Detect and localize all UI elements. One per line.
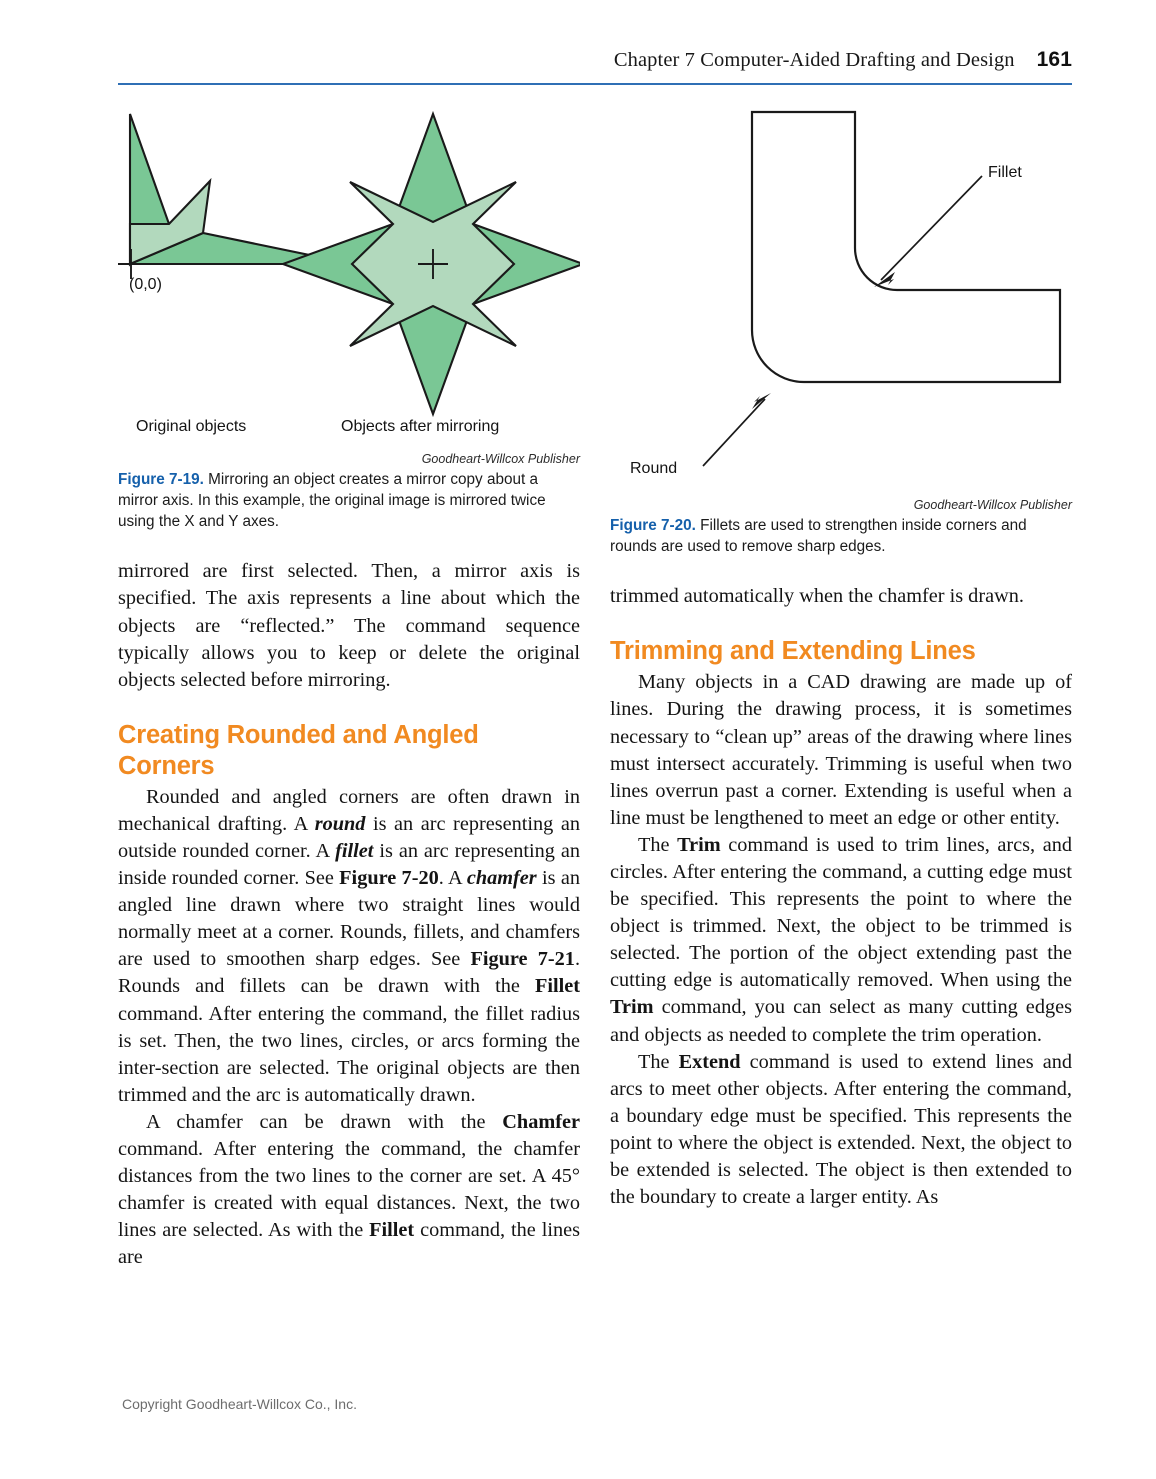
l-bracket-outline (752, 112, 1060, 382)
heading-trimming-and-extending-lines: Trimming and Extending Lines (610, 637, 976, 666)
page-number: 161 (1036, 48, 1072, 71)
figure-7-20-credit: Goodheart-Willcox Publisher (913, 498, 1072, 512)
lp2-cmd-fillet: Fillet (369, 1219, 415, 1242)
figure-7-20-caption (610, 515, 1072, 557)
lp2-s3: command, the lines are (118, 1219, 581, 1269)
fillet-leader (881, 176, 982, 280)
left-column (118, 96, 580, 1271)
rp3-s2: command is used to extend lines and arcs to meet other objects. After entering the command, a boundary edge must be specified. This represents the point to where the object is extended. Next, the object to be extended is selected. The object is then extended to the boundary to create a larger entity. As (610, 1050, 1072, 1209)
copyright-footer: Copyright Goodheart-Willcox Co., Inc. (122, 1396, 357, 1412)
round-label: Round (630, 460, 678, 477)
right-paragraph-continued: trimmed automatically when the chamfer is drawn. (610, 585, 1024, 608)
header-rule (118, 83, 1072, 85)
lp1-ref-figure-7-21: Figure 7-21 (470, 948, 575, 971)
figure-7-19-caption (118, 469, 580, 532)
lp1-s2: is an arc representing an outside rounded corner. A (118, 812, 580, 862)
running-head-chapter: Chapter 7 Computer-Aided Drafting and Design (613, 49, 1015, 71)
original-objects-group (130, 114, 353, 264)
lp1-s6: . Rounds and fillets can be drawn with the (118, 948, 581, 998)
lp1-s1: Rounded and angled corners are often drawn in mechanical drafting. A (118, 785, 580, 835)
figure-7-19-caption-text: Mirroring an object creates a mirror copy about a mirror axis. In this example, the original image is mirrored twice using the X and Y axes. (118, 471, 546, 531)
right-paragraph-2 (610, 832, 1072, 1049)
lp1-em-fillet: fillet (335, 839, 374, 862)
rp2-cmd-trim-2: Trim (610, 996, 654, 1019)
figure-7-19-number: Figure 7-19. (118, 471, 204, 488)
figure-7-20-artwork (610, 96, 1072, 494)
mirror-star-svg (118, 96, 580, 426)
rp2-s1: The (638, 833, 678, 856)
rp2-s2: command is used to trim lines, arcs, and circles. After entering the command, a cutting edge must be specified. This represents the point to where the object is trimmed. Next, the object to be trimmed is selected. The portion of the object extending past the cutting edge is automatically removed. When using the (610, 833, 1072, 992)
lp1-ref-figure-7-20: Figure 7-20 (339, 867, 439, 890)
round-arrowhead (752, 393, 771, 409)
lp1-s7: command. After entering the command, the fillet radius is set. Then, the two lines, circles, or arcs forming the inter-section are selected. The original objects are then trimmed and the arc is automatically drawn. (118, 1002, 580, 1106)
lp2-s1: A chamfer can be drawn with the (146, 1110, 503, 1133)
left-paragraph-continued: mirrored are first selected. Then, a mirror axis is specified. The axis represents a line about which the objects are “reflected.” The command sequence typically allows you to keep or delete the original objects selected before mirroring. (118, 560, 580, 691)
figure-7-20-number: Figure 7-20. (610, 517, 696, 534)
left-paragraph-2 (118, 1109, 580, 1272)
figure-7-20-caption-text: Fillets are used to strengthen inside corners and rounds are used to remove sharp edges. (610, 517, 1027, 556)
rp2-s3: command, you can select as many cutting edges and objects as needed to complete the trim operation. (610, 996, 1072, 1046)
rp2-cmd-trim-1: Trim (677, 833, 721, 856)
round-leader (703, 399, 765, 466)
lp1-em-chamfer: chamfer (466, 867, 537, 890)
fillet-label: Fillet (988, 164, 1022, 181)
right-paragraph-1: Many objects in a CAD drawing are made up of lines. During the drawing process, it is sometimes necessary to “clean up” areas of the drawing where lines must intersect accurately. Trimming is useful when two lines overrun past a corner. Extending is useful when a line must be lengthened to meet an edge or other entity. (610, 671, 1072, 829)
figure-7-19-credit: Goodheart-Willcox Publisher (421, 452, 580, 466)
left-paragraph-1 (118, 784, 580, 1109)
right-paragraph-3 (610, 1049, 1072, 1212)
lp1-cmd-fillet: Fillet (534, 975, 580, 998)
heading-creating-rounded-and-angled-corners: Creating Rounded and Angled Corners (118, 720, 479, 780)
lp1-s4: . A (438, 867, 467, 890)
lp1-em-round: round (314, 812, 366, 835)
figure-7-19-artwork (118, 96, 580, 448)
rp3-cmd-extend: Extend (678, 1050, 741, 1073)
rp3-s1: The (638, 1050, 679, 1073)
running-head (118, 48, 1072, 82)
lp1-s3: is an arc representing an inside rounded corner. See (118, 839, 580, 890)
lp2-cmd-chamfer: Chamfer (502, 1110, 580, 1133)
fillet-arrowhead (874, 272, 895, 287)
lp2-s2: command. After entering the command, the chamfer distances from the two lines to the corner are set. A 45° chamfer is created with equal distances. Next, the two lines are selected. As with the (118, 1138, 580, 1242)
objects-after-mirroring-label: Objects after mirroring (341, 418, 500, 435)
original-objects-label: Original objects (136, 418, 247, 435)
origin-label: (0,0) (129, 276, 162, 293)
fillet-round-svg (610, 96, 1080, 494)
right-column (610, 96, 1072, 1211)
lp1-s5: is an angled line drawn where two straight lines would normally meet at a corner. Rounds, fillets, and chamfers are used to smoothen sharp edges. See (118, 867, 581, 971)
